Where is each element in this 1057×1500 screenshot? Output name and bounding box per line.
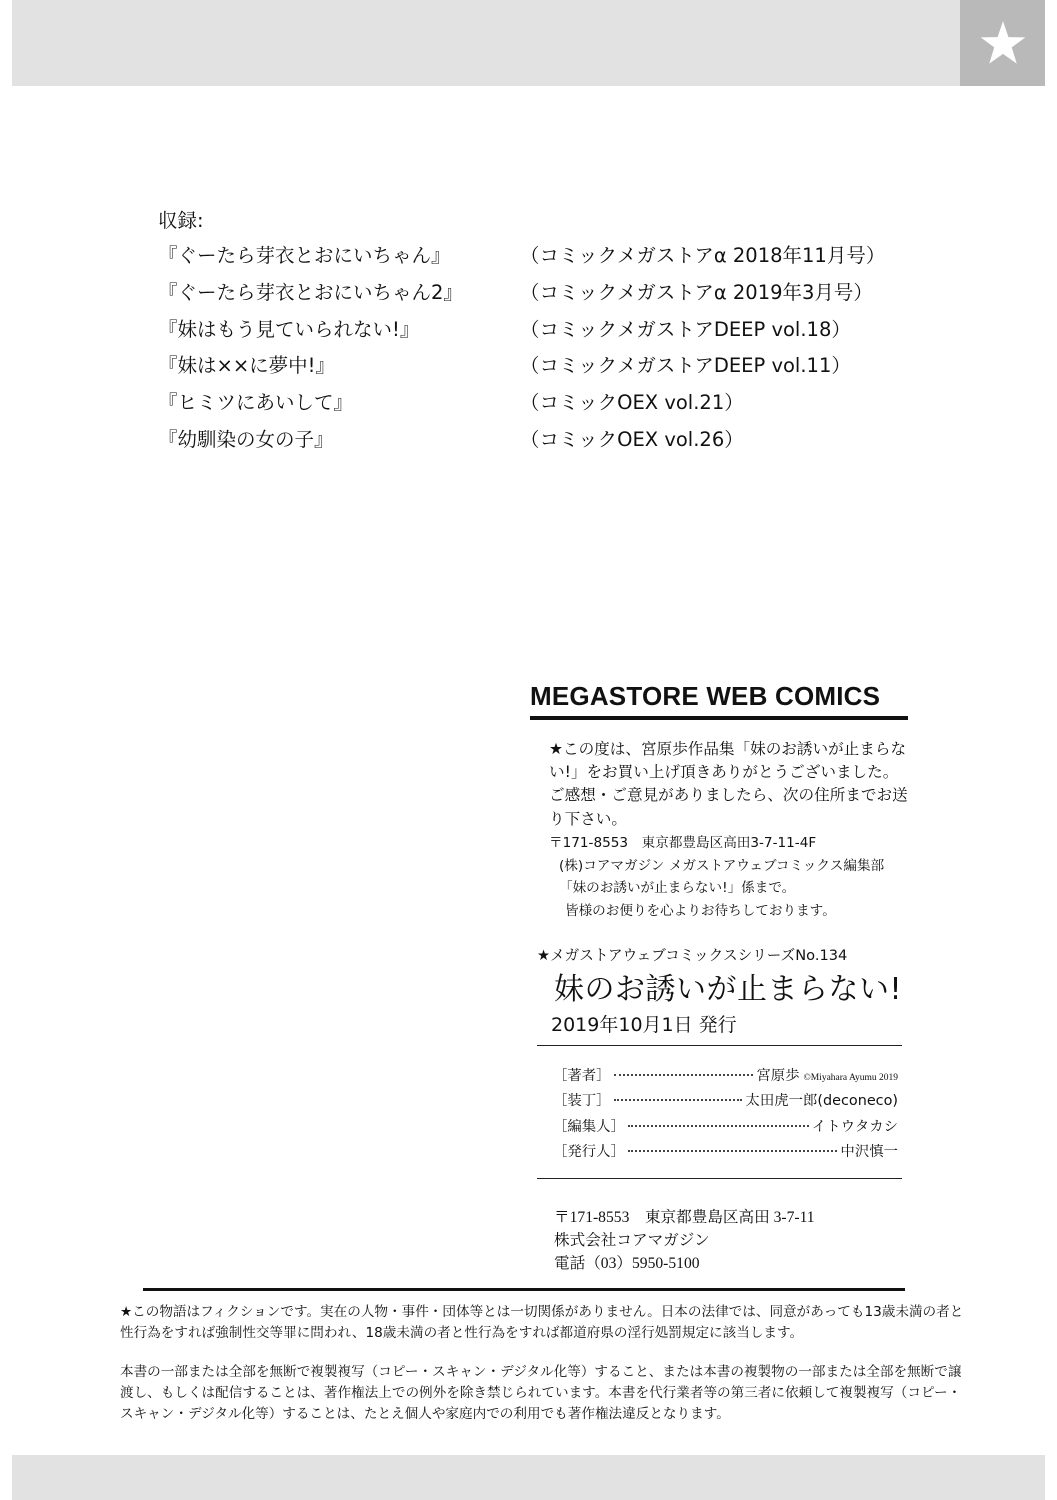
toc-row: [158, 422, 938, 459]
toc-row: [158, 385, 938, 422]
credit-row: [553, 1089, 898, 1114]
toc-row: [158, 275, 938, 312]
address-line: (株)コアマガジン メガストアウェブコミックス編集部: [559, 857, 885, 874]
credit-row: [553, 1115, 898, 1140]
publisher-line: 〒171-8553 東京都豊島区高田 3-7-11: [554, 1209, 815, 1226]
toc-title: 『ぐーたら芽衣とおにいちゃん』: [158, 244, 451, 267]
brand-heading: MEGASTORE WEB COMICS: [530, 681, 881, 711]
series-label: ★メガストアウェブコミックスシリーズNo.134: [537, 947, 848, 964]
toc-title: 『ヒミツにあいして』: [158, 391, 354, 415]
divider: [537, 1045, 902, 1046]
toc-row: [158, 238, 938, 275]
fiction-notice: ★この物語はフィクションです。実在の人物・事件・団体等とは一切関係がありません。日本の法律では、同意があっても13歳未満の者と性行為をすれば強制性交等罪に問われ、18歳未満の者と性行為をすれば都道府県の淫行処罰規定に該当します。: [120, 1304, 964, 1341]
contents-label: 収録:: [158, 209, 204, 232]
book-title: 妹のお誘いが止まらない!: [554, 972, 903, 1007]
toc-source: （コミックメガストアDEEP vol.18）: [520, 317, 851, 341]
star-icon: [978, 18, 1028, 68]
credit-role: ［編集人］: [553, 1118, 625, 1135]
credit-role: ［著者］: [553, 1068, 611, 1084]
toc-title: 『妹はもう見ていられない!』: [158, 317, 420, 341]
toc-source: （コミックOEX vol.26）: [520, 427, 744, 451]
publisher-info: [554, 1206, 815, 1275]
brand-underline: [530, 716, 908, 720]
toc-source: （コミックメガストアα 2018年11月号）: [520, 244, 886, 267]
leader-dots: [628, 1125, 809, 1127]
toc-title: 『妹は××に夢中!』: [158, 354, 335, 378]
credit-name: 太田虎一郎(deconeco): [745, 1093, 898, 1110]
toc-title: 『ぐーたら芽衣とおにいちゃん2』: [158, 280, 463, 304]
top-margin-bar: [12, 0, 960, 86]
star-tab: [960, 0, 1045, 86]
leader-dots: [614, 1074, 754, 1076]
divider: [537, 1178, 902, 1179]
publisher-line: 電話（03）5950-5100: [554, 1255, 700, 1272]
divider-thick: [143, 1288, 905, 1291]
contents-list: [158, 204, 938, 459]
toc-source: （コミックメガストアα 2019年3月号）: [520, 280, 873, 304]
bottom-margin-bar: [12, 1455, 1045, 1500]
toc-row: [158, 312, 938, 349]
toc-row: [158, 348, 938, 385]
publication-date: 2019年10月1日 発行: [551, 1014, 737, 1036]
credits-list: [553, 1064, 898, 1166]
leader-dots: [614, 1099, 743, 1101]
address-line: 〒171-8553 東京都豊島区高田3-7-11-4F: [549, 835, 817, 851]
leader-dots: [628, 1150, 837, 1152]
credit-role: ［装丁］: [553, 1093, 611, 1110]
credit-role: ［発行人］: [553, 1144, 625, 1161]
reader-notice: ★この度は、宮原歩作品集「妹のお誘いが止まらない!」をお買い上げ頂きありがとうございました。ご感想・ご意見がありましたら、次の住所までお送り下さい。: [549, 740, 908, 828]
credit-name: イトウタカシ: [811, 1118, 898, 1135]
toc-source: （コミックメガストアDEEP vol.11）: [520, 354, 851, 378]
address-line: 皆様のお便りを心よりお待ちしております。: [565, 902, 836, 919]
address-line: 「妹のお誘いが止まらない!」係まで。: [559, 880, 796, 897]
publisher-line: 株式会社コアマガジン: [554, 1232, 710, 1249]
credit-row: [553, 1064, 898, 1089]
credit-name: 中沢慎一: [840, 1144, 898, 1161]
toc-source: （コミックOEX vol.21）: [520, 391, 744, 415]
toc-title: 『幼馴染の女の子』: [158, 427, 334, 451]
credit-row: [553, 1140, 898, 1165]
legal-notices: [120, 1302, 970, 1443]
mail-address: [549, 832, 909, 922]
copyright-note: ©Miyahara Ayumu 2019: [803, 1073, 898, 1083]
copyright-notice: 本書の一部または全部を無断で複製複写（コピー・スキャン・デジタル化等）すること、または本書の複製物の一部または全部を無断で譲渡し、もしくは配信することは、著作権法上での例外を除き禁じられています。本書を代行業者等の第三者に依頼して複製複写（コピー・スキャン・デジタル化等）することは、たとえ個人や家庭内での利用でも著作権法違反となります。: [120, 1364, 962, 1422]
credit-name: 宮原歩: [756, 1068, 800, 1084]
